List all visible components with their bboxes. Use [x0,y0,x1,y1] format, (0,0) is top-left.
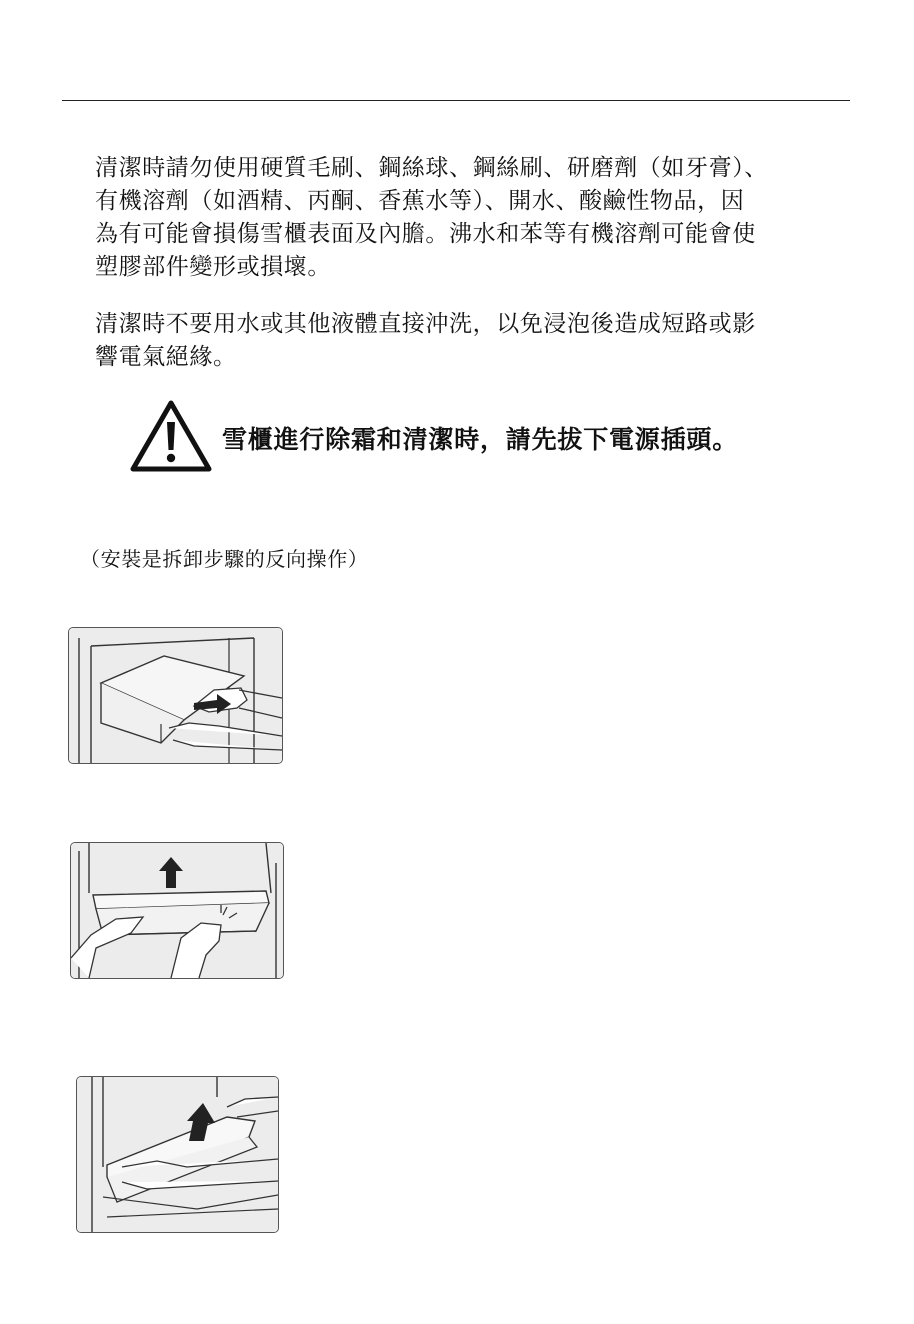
warning-triangle-icon [130,400,212,472]
door-bin-removal-drawing [71,843,283,978]
water-caution-paragraph [95,308,855,374]
shelf-removal-drawing [69,628,282,763]
install-note: （安裝是拆卸步驟的反向操作） [80,547,369,571]
paragraph-line: 有機溶劑（如酒精、丙酮、香蕉水等）、開水、酸鹼性物品，因 [95,188,745,214]
paragraph-line: 清潔時請勿使用硬質毛刷、鋼絲球、鋼絲刷、研磨劑（如牙膏）、 [95,155,768,181]
drawer-removal-drawing [77,1077,278,1232]
warning-text: 雪櫃進行除霜和清潔時，請先拔下電源插頭。 [222,425,739,454]
drawer-removal-illustration [76,1076,279,1233]
paragraph-line: 為有可能會損傷雪櫃表面及內膽。沸水和苯等有機溶劑可能會使 [95,221,756,247]
cleaning-caution-paragraph [95,152,855,284]
paragraph-line: 塑膠部件變形或損壞。 [95,254,331,280]
shelf-removal-illustration [68,627,283,764]
paragraph-line: 響電氣絕緣。 [95,344,237,370]
header-rule [62,100,850,101]
paragraph-line: 清潔時不要用水或其他液體直接沖洗，以免浸泡後造成短路或影 [95,311,756,337]
door-bin-removal-illustration [70,842,284,979]
